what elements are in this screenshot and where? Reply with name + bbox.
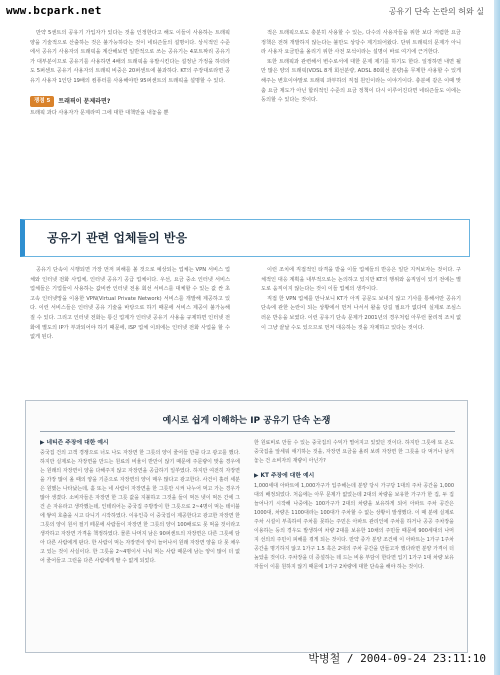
body-paragraph: 또한 트래픽과 관련해서 변수로서에 대한 문제 제기를 하기도 한다. 일정하면 내면 될만 많은 양의 트래픽(VDSL 8개 회선분량, ADSL 80회선 분량)을 무제한 사용할 수 있게 해주는 변호이야말로 트래픽 과부하의 직접 원인이라는 이야기이다. 충분에 같은 이때 맞춤 요금 제도가 아닌 합리적인 수준의 요금 정책이 다시 이루어진다면 네티즌들도 이에는 동의할 수 있다는 것이다. (261, 58, 461, 104)
section-heading-band (20, 219, 470, 257)
top-right-column (261, 29, 461, 106)
body-paragraph: 이런 조치에 직접적인 타격을 받을 이들 업체들의 반응은 일단 지켜보자는 것이다. 구체적인 대응 계획을 내부적으로는 논의하고 있지만 KT의 행위와 움직임이 있기 전에는 별도로 움직이지 않는다는 것이 이들 업체의 생각이다. (261, 267, 461, 293)
example-text: 1,000세대 아파트에 1,000가구가 입주해는데 분양 당시 가구당 1대의 주차 공간을 1,000대의 배정되었다. 처음에는 아무 문제가 없었는데 2대의 차량을 보유한 가구가 한 집, 두 집 늘어나기 시작해 나중에는 100가구가 2대의 차량을 보유하게 되어 아파트 주차 공간은 1000대, 차량은 1100대라는 100대가 주차할 수 없는 상황이 발생했다. 이 때 분에 실제로 주차 시설이 부족하여 주차를 못하는 주민은 아파트 관리인에 주차를 하거나 공공 주차장을 이용하는 등의 경우도 발생하여 차량 2대를 보유한 10채의 주민들 때문에 900세대의 나머지 선의의 주민이 피해를 겪게 되는 것이다. 만약 증가 분양 조건에 이 아파트는 1가구 1주차 공간을 명기하지 않고 1가구 1.5 혹은 2대의 주차 공간을 만들고자 했다라면 분양 가격이 더 높았을 것이다. 주차장을 더 증설하는 데 드는 비용 부담이 한다면 입기 1가구 1대 차량 보유자들이 이를 원하지 않기 때문에 1가구 2차량에 대한 단속을 해야 하는 것이다. (254, 483, 454, 570)
example-text: 한 원료비로 만들 수 있는 중국집의 수익가 떨어지고 있었던 것이다. 하지만 그릇에 또 온도 중국집을 앞세워 얘기하는 것을, 자장면 요금을 올려 보려 자장면 한 그릇을 다 먹거나 남겨놓는 건 소비자의 재량이 아닌가? (254, 440, 454, 464)
example-box-right-column (254, 439, 454, 572)
issue-badge: 쟁점 5 (30, 96, 54, 108)
body-paragraph: 만약 5센트의 공유기 가입자가 있다는 것을 인정한다고 해도 이들이 사용하는 트래픽 양을 기술적으로 산출하는 것은 불가능하다는 것이 네티즌들의 설명이다. 상식적인 수준에서 공유기 사용자의 트래픽을 계산해보면 일반적으로 쓰는 공유기는 4포트짜리 공유기가 대부분이므로 공유기를 사용하면 4배의 트래픽을 유발시킨다는 설정난 가정을 하더라도 5퍼센트 공유기 사용자의 트래픽 비중은 20퍼센트에 불과하다. KT의 주장대로라면 공유기 사용자 1인당 19배의 컴퓨터를 사용해야만 95퍼센트의 트래픽을 설명할 수 있다. (30, 30, 230, 84)
mid-right-column (261, 266, 461, 333)
site-watermark: www.bcpark.net (6, 4, 102, 17)
example-subhead: ▶ KT 주장에 대한 예시 (254, 473, 315, 479)
example-box-divider (40, 431, 455, 432)
body-paragraph: 직접 한 VPN 업체를 만나보니 KT가 아직 공문도 보내지 않고 기사를 통해서만 공유기 단속에 관한 논란이 되는 상황에서 먼저 나서서 왈을 당길 필요가 없다며 실제로 조심스러운 반응을 보였다. 이런 공유기 단속 문제가 2001년의 경우처럼 아무런 물리적 조치 없이 그냥 끝날 수도 있으므로 먼저 대응하는 것을 자제하고 있다는 것이다. (261, 295, 462, 331)
top-left-column (30, 29, 230, 119)
example-text: 중국집 건의 고객 경쟁으로 너도 나도 자장면 한 그릇의 양이 줄어들 만큼 다고 광고를 했다. 하지만 실제로는 자장면을 만드는 원료의 비율이 반만이 않기 때문에 주문량이 맞을 경우에는 원래의 자장면이 양을 다해주지 않고 자장면을 공급하기 일쑤였다. 하지만 여전히 자장면을 가장 많이 올 때의 양을 기준으로 자장면의 양이 매우 많다고 광고한다. 사건이 흘러 세분은 원했는 나타났는데, 홀 또는 네 사람이 자장면을 한 그릇만 시켜 나누어 먹고 가는 경우가 많아 생겼다. 소비자들은 자장면 한 그릇 값을 지불하고 그것을 들이 먹든 넷이 먹든 간에 그건 손 자유라고 생각했는데, 인테리어는 중국집 주방장이 한 그릇으로 2~4명이 먹는 테이블에 쌓여 호출을 시고 다니기 시작하였다. 이유인즉 이 중국집이 제공한다고 광고한 자장면 한 그릇의 양이 원서 절기 떼문에 사람들이 자장면 한 그릇의 양이 100배로도 못 먹을 것이라고 생각하고 자장면 가격을 책정하였다. 물론 나머지 남은 90퍼센트의 자장면은 다른 그릇에 담아 다른 사람에게 판다. 한 사람이 먹는 자장면이 양이 늘어나서 원래 자장면 양을 다 못 채우고 있는 것이 사실이다. 한 그릇을 2~4명이서 나눠 먹는 사람 때문에 남는 양이 많이 더 없어 줄어들고 그런을 다른 사람에게 팔 수 없게 되었다. (40, 450, 240, 564)
issue-text: 트래픽 과다 사용자가 문제라며 그에 대한 대책만을 내놓을 뿐 (30, 110, 169, 117)
section-heading: 공유기 관련 업체들의 반응 (47, 231, 188, 245)
signature-stamp: 박병철 / 2004-09-24 23:11:10 (308, 652, 486, 665)
mid-left-column (30, 266, 230, 343)
issue-title: 트래픽이 문제라면? (58, 97, 111, 105)
example-box-title: 예시로 쉽게 이해하는 IP 공유기 단속 논쟁 (162, 416, 331, 426)
page-edge-tab (494, 0, 500, 675)
example-subhead: ▶ 네티즌 주장에 대한 예시 (40, 440, 109, 446)
body-paragraph: 적은 트래픽으로도 충분히 사용할 수 있는, 다수의 사용자들을 위한 보다 저렴한 요금 정책은 전혀 개발하지 않는다는 불만도 상당수 제기되어왔다. 단위 트래픽의 문제가 아니라 사용자 요금만을 올리기 위한 사전 포석이라는 설명이 바로 여기에 근거한다. (261, 30, 461, 56)
body-paragraph: 공유기 단속이 시행되면 가장 먼저 피해를 볼 것으로 예상되는 업체는 VPN 서비스 업체와 인터넷 전화 사업체, 인터넷 공유기 공급 업체이다. 우선, 요금 중소 인터넷 서비스 업체들은 기업들이 사용하는 값비싼 인터넷 전용 회선 서비스를 대체할 수 있는 값 싼 초고속 인터넷망을 이용한 VPN(Virtual Private Network) 서비스를 개발해 제공하고 있다. 이런 서비스들은 인터넷 공유 기술을 바탕으로 하기 때문에 서비스 제공이 불가능해질 수 있다. 그리고 인터넷 전화는 통신 업계가 인터넷 공유기 사용을 규제하면 인터넷 전화에 별도의 IP가 부과되어야 하기 때문에, ISP 업체 이외에는 인터넷 전화 사업을 할 수 없게 된다. (30, 267, 230, 341)
example-box (25, 400, 468, 653)
issue-note (30, 96, 230, 108)
example-box-left-column (40, 439, 240, 566)
running-header: 공유기 단속 논란의 허와 실 (388, 7, 484, 16)
